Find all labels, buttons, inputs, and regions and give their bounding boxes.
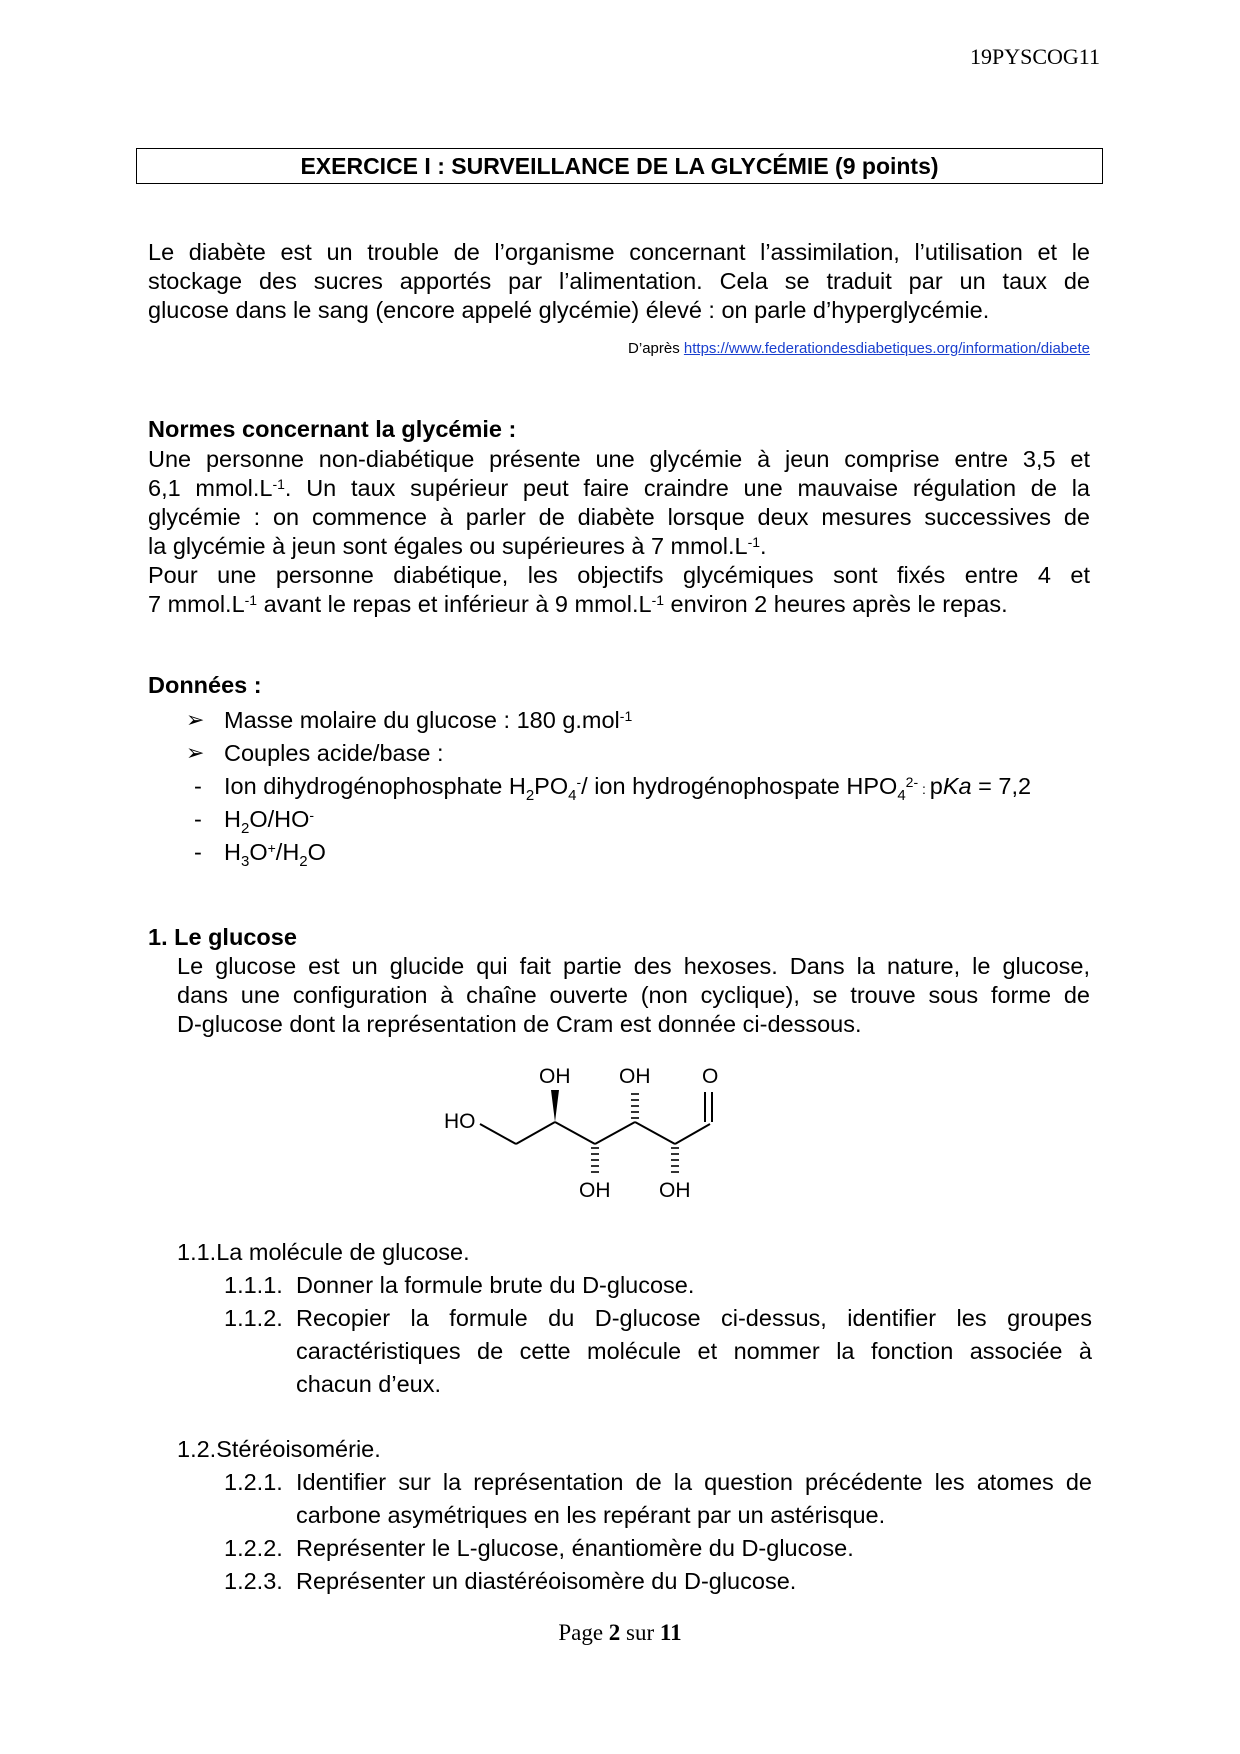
hydroxyl-label: OH <box>659 1179 691 1200</box>
question-1-2-1: 1.2.1. Identifier sur la représentation de la question précédente les atomes de carbone asymétriques en les repérant par un astérisque. <box>224 1469 1092 1528</box>
dash-bullet: - <box>194 773 202 799</box>
question-1-1-1: 1.1.1. Donner la formule brute du D-glucose. <box>224 1272 695 1298</box>
source-link[interactable]: https://www.federationdesdiabetiques.org/information/diabete <box>683 340 1090 357</box>
glucose-line: D-glucose dont la représentation de Cram est donnée ci-dessous. <box>177 1011 862 1037</box>
exercise-title: EXERCICE I : SURVEILLANCE DE LA GLYCÉMIE (9 points) <box>136 148 1103 184</box>
question-1-2: 1.2.Stéréoisomérie. <box>177 1436 381 1462</box>
glucose-line: dans une configuration à chaîne ouverte (non cyclique), se trouve sous forme de <box>177 982 1090 1008</box>
normes-line: la glycémie à jeun sont égales ou supérieures à 7 $mmol.L^{-1}$. <box>148 533 767 559</box>
hash-bond <box>671 1148 679 1172</box>
list-item: ➢ Couples acide/base : <box>186 740 444 766</box>
intro-line: stockage des sucres apportés par l’alimentation. Cela se traduit par un taux de <box>148 268 1090 294</box>
intro-line: glucose dans le sang (encore appelé glycémie) élevé : on parle d’hyperglycémie. <box>148 297 990 323</box>
source-prefix: D’après <box>628 340 680 357</box>
list-item: - $H_2O/HO^-$ <box>194 806 315 837</box>
source-citation <box>148 340 1090 357</box>
normes-heading: Normes concernant la glycémie : <box>148 416 517 442</box>
glucose-paragraph <box>177 952 1090 1039</box>
glucose-line: Le glucose est un glucide qui fait partie des hexoses. Dans la nature, le glucose, <box>177 953 1090 979</box>
dash-bullet: - <box>194 839 202 865</box>
intro-line: Le diabète est un trouble de l’organisme concernant l’assimilation, l’utilisation et le <box>148 239 1090 265</box>
oxygen-label: O <box>702 1065 719 1088</box>
question-1-2-2: 1.2.2. Représenter le L-glucose, énantiomère du D-glucose. <box>224 1535 854 1561</box>
normes-line: glycémie : on commence à parler de diabète lorsque deux mesures successives de <box>148 504 1090 530</box>
question-1-2-3: 1.2.3. Représenter un diastéréoisomère du D-glucose. <box>224 1568 797 1594</box>
normes-line: Une personne non-diabétique présente une glycémie à jeun comprise entre 3,5 et <box>148 446 1090 472</box>
hydroxyl-label: HO <box>444 1110 476 1133</box>
wedge-bond <box>551 1090 559 1122</box>
arrow-bullet-icon: ➢ <box>186 707 205 732</box>
section-heading: 1. Le glucose <box>148 924 297 950</box>
hydroxyl-label: OH <box>539 1065 571 1088</box>
glucose-cram-structure <box>440 1050 770 1200</box>
donnees-heading: Données : <box>148 672 262 698</box>
list-item: - Ion dihydrogénophosphate $H_2PO_4^-/$ ion hydrogénophospate $HPO_4^{2-}$ : pKa = 7,2 <box>194 773 1032 804</box>
dash-bullet: - <box>194 806 202 832</box>
intro-paragraph <box>148 238 1090 325</box>
normes-line: 7 $mmol.L^{-1}$ avant le repas et inférieur à 9 $mmol.L^{-1}$ environ 2 heures après le repas. <box>148 591 1008 617</box>
hash-bond <box>591 1148 599 1172</box>
page-footer: Page 2 sur 11 <box>558 1620 682 1645</box>
arrow-bullet-icon: ➢ <box>186 740 205 765</box>
hydroxyl-label: OH <box>619 1065 651 1088</box>
list-item: - $H_3O^+/H_2O$ <box>194 839 326 870</box>
question-1-1-2: 1.1.2. Recopier la formule du D-glucose ci-dessus, identifier les groupes caractéristiques de cette molécule et nommer la fonction associée à chacun d’eux. <box>224 1305 1092 1397</box>
normes-line: Pour une personne diabétique, les objectifs glycémiques sont fixés entre 4 et <box>148 562 1090 588</box>
normes-line: 6,1 $mmol.L^{-1}$. Un taux supérieur peut faire craindre une mauvaise régulation de la <box>148 475 1090 501</box>
normes-paragraph <box>148 445 1090 619</box>
document-code: 19PYSCOG11 <box>970 44 1100 69</box>
list-item: ➢ Masse molaire du glucose : 180 g.mol$^{-1}$ <box>186 707 633 733</box>
hash-bond <box>631 1094 639 1118</box>
hydroxyl-label: OH <box>579 1179 611 1200</box>
question-1-1: 1.1.La molécule de glucose. <box>177 1239 470 1265</box>
